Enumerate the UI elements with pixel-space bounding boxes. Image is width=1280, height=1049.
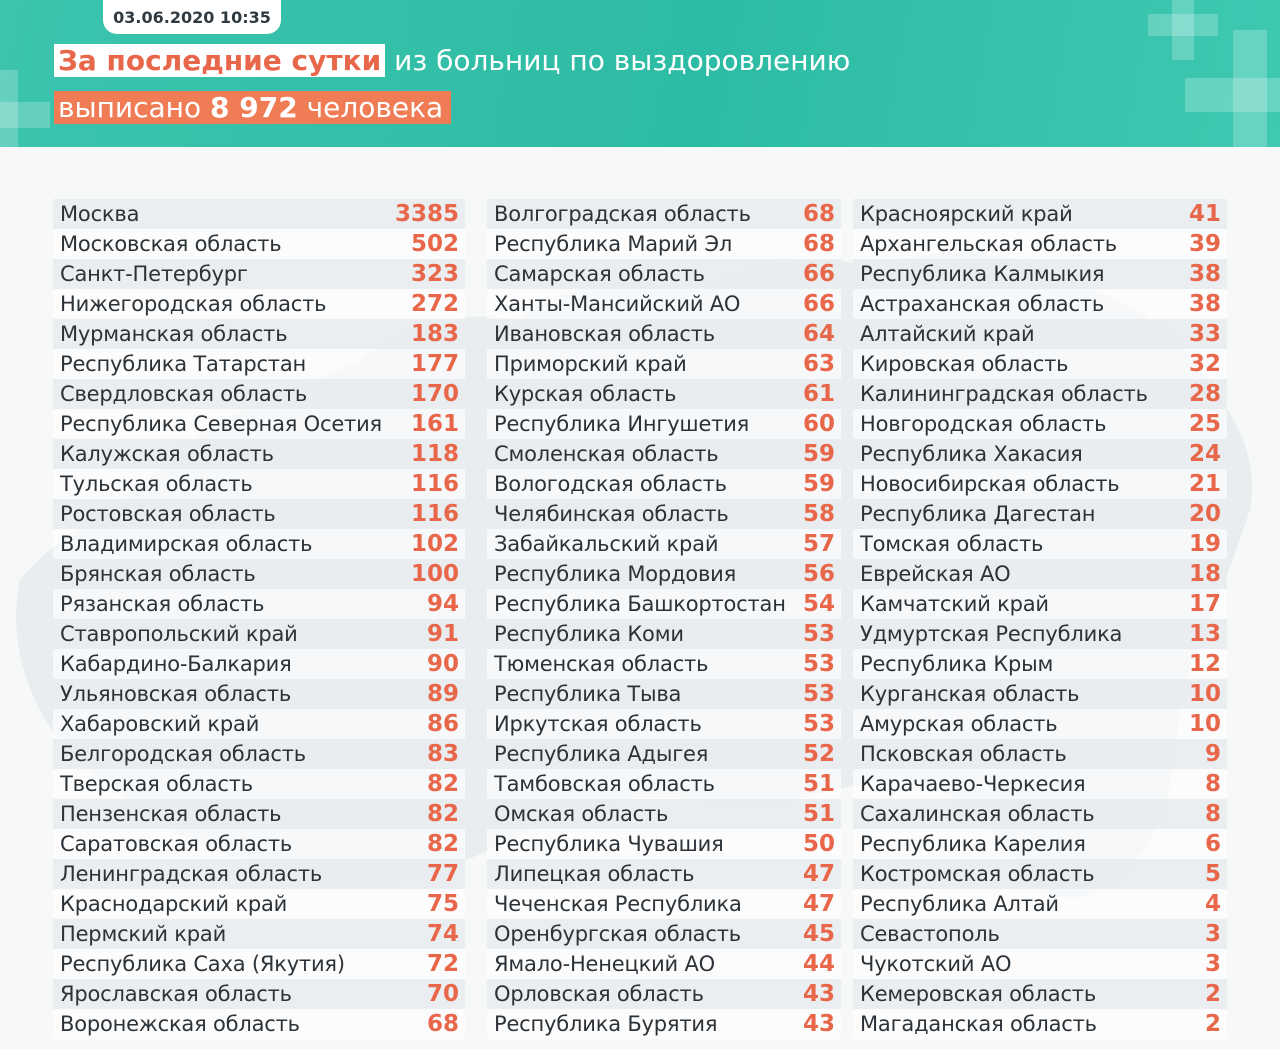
region-name: Карачаево-Черкесия bbox=[860, 772, 1086, 796]
region-name: Волгоградская область bbox=[494, 202, 751, 226]
region-row bbox=[53, 469, 465, 499]
discharged-count: 24 bbox=[1188, 441, 1221, 467]
region-name: Пермский край bbox=[60, 922, 227, 946]
region-row bbox=[853, 409, 1227, 439]
region-row bbox=[53, 649, 465, 679]
region-name: Новгородская область bbox=[860, 412, 1107, 436]
region-row bbox=[53, 589, 465, 619]
region-name: Мурманская область bbox=[60, 322, 288, 346]
discharged-count: 10 bbox=[1188, 681, 1221, 707]
region-name: Новосибирская область bbox=[860, 472, 1120, 496]
region-name: Курская область bbox=[494, 382, 677, 406]
region-name: Амурская область bbox=[860, 712, 1058, 736]
region-row bbox=[487, 469, 841, 499]
discharged-count: 58 bbox=[802, 501, 835, 527]
region-name: Самарская область bbox=[494, 262, 705, 286]
region-row bbox=[487, 799, 841, 829]
region-name: Тульская область bbox=[60, 472, 253, 496]
region-name: Еврейская АО bbox=[860, 562, 1011, 586]
discharged-count: 66 bbox=[802, 261, 835, 287]
region-name: Кемеровская область bbox=[860, 982, 1096, 1006]
discharged-count: 41 bbox=[1188, 201, 1221, 227]
region-row bbox=[487, 289, 841, 319]
discharged-count: 183 bbox=[410, 321, 459, 347]
discharged-count: 68 bbox=[802, 231, 835, 257]
discharged-count: 3 bbox=[1204, 951, 1221, 977]
region-name: Санкт-Петербург bbox=[60, 262, 248, 286]
region-name: Камчатский край bbox=[860, 592, 1049, 616]
region-row bbox=[53, 229, 465, 259]
region-row bbox=[487, 319, 841, 349]
discharged-count: 43 bbox=[802, 1011, 835, 1037]
region-name: Чеченская Республика bbox=[494, 892, 742, 916]
headline-line-2 bbox=[54, 89, 451, 127]
discharged-count: 38 bbox=[1188, 261, 1221, 287]
discharged-prefix: выписано bbox=[58, 91, 202, 124]
discharged-count: 45 bbox=[802, 921, 835, 947]
region-name: Иркутская область bbox=[494, 712, 702, 736]
region-row bbox=[853, 529, 1227, 559]
date-stamp: 03.06.2020 10:35 bbox=[103, 0, 281, 34]
region-name: Вологодская область bbox=[494, 472, 727, 496]
region-row bbox=[853, 589, 1227, 619]
region-row bbox=[853, 769, 1227, 799]
region-name: Республика Карелия bbox=[860, 832, 1086, 856]
region-name: Республика Мордовия bbox=[494, 562, 737, 586]
region-row bbox=[853, 349, 1227, 379]
region-row bbox=[853, 979, 1227, 1009]
discharged-count: 53 bbox=[802, 621, 835, 647]
region-row bbox=[853, 619, 1227, 649]
discharged-count: 56 bbox=[802, 561, 835, 587]
region-row bbox=[487, 649, 841, 679]
discharged-count: 18 bbox=[1188, 561, 1221, 587]
discharged-count: 33 bbox=[1188, 321, 1221, 347]
region-row bbox=[487, 499, 841, 529]
discharged-count: 116 bbox=[410, 501, 459, 527]
region-name: Ленинградская область bbox=[60, 862, 323, 886]
region-row bbox=[853, 679, 1227, 709]
discharged-count: 102 bbox=[410, 531, 459, 557]
region-name: Магаданская область bbox=[860, 1012, 1097, 1036]
discharged-count: 82 bbox=[426, 801, 459, 827]
discharged-count: 21 bbox=[1188, 471, 1221, 497]
region-name: Московская область bbox=[60, 232, 282, 256]
region-row bbox=[853, 1009, 1227, 1039]
discharged-count: 59 bbox=[802, 441, 835, 467]
region-name: Ростовская область bbox=[60, 502, 276, 526]
region-row bbox=[487, 619, 841, 649]
region-row bbox=[487, 199, 841, 229]
region-name: Нижегородская область bbox=[60, 292, 327, 316]
region-row bbox=[853, 469, 1227, 499]
region-row bbox=[487, 679, 841, 709]
region-row bbox=[853, 379, 1227, 409]
discharged-count: 75 bbox=[426, 891, 459, 917]
region-name: Кировская область bbox=[860, 352, 1069, 376]
region-name: Пензенская область bbox=[60, 802, 282, 826]
region-name: Ямало-Ненецкий АО bbox=[494, 952, 715, 976]
region-row bbox=[53, 349, 465, 379]
region-row bbox=[53, 739, 465, 769]
region-column-3 bbox=[853, 199, 1227, 1039]
discharged-count: 8 bbox=[1204, 801, 1221, 827]
discharged-count: 60 bbox=[802, 411, 835, 437]
discharged-total: 8 972 bbox=[210, 91, 298, 124]
region-name: Алтайский край bbox=[860, 322, 1035, 346]
region-row bbox=[853, 439, 1227, 469]
decorative-plus-icon bbox=[1185, 30, 1280, 147]
region-name: Архангельская область bbox=[860, 232, 1117, 256]
region-name: Владимирская область bbox=[60, 532, 313, 556]
discharged-count: 38 bbox=[1188, 291, 1221, 317]
region-row bbox=[53, 679, 465, 709]
region-row bbox=[487, 919, 841, 949]
region-name: Республика Дагестан bbox=[860, 502, 1096, 526]
discharged-count: 39 bbox=[1188, 231, 1221, 257]
discharged-count: 4 bbox=[1204, 891, 1221, 917]
region-row bbox=[853, 919, 1227, 949]
region-row bbox=[853, 559, 1227, 589]
region-row bbox=[487, 889, 841, 919]
discharged-count: 118 bbox=[410, 441, 459, 467]
region-name: Псковская область bbox=[860, 742, 1067, 766]
discharged-count: 89 bbox=[426, 681, 459, 707]
discharged-count: 82 bbox=[426, 831, 459, 857]
region-name: Республика Татарстан bbox=[60, 352, 307, 376]
discharged-count: 3 bbox=[1204, 921, 1221, 947]
region-row bbox=[487, 349, 841, 379]
region-row bbox=[487, 949, 841, 979]
region-name: Забайкальский край bbox=[494, 532, 719, 556]
region-row bbox=[53, 889, 465, 919]
discharged-count: 94 bbox=[426, 591, 459, 617]
region-name: Приморский край bbox=[494, 352, 687, 376]
region-name: Тамбовская область bbox=[494, 772, 715, 796]
region-name: Республика Алтай bbox=[860, 892, 1059, 916]
region-row bbox=[487, 589, 841, 619]
discharged-count: 12 bbox=[1188, 651, 1221, 677]
discharged-count: 502 bbox=[410, 231, 459, 257]
region-row bbox=[53, 859, 465, 889]
region-name: Липецкая область bbox=[494, 862, 695, 886]
region-name: Саратовская область bbox=[60, 832, 293, 856]
region-row bbox=[853, 799, 1227, 829]
discharged-count: 47 bbox=[802, 861, 835, 887]
discharged-count: 43 bbox=[802, 981, 835, 1007]
region-row bbox=[53, 499, 465, 529]
headline-highlight: За последние сутки bbox=[54, 44, 385, 77]
region-row bbox=[53, 949, 465, 979]
headline-rest: из больниц по выздоровлению bbox=[394, 44, 851, 77]
region-name: Смоленская область bbox=[494, 442, 719, 466]
discharged-count: 13 bbox=[1188, 621, 1221, 647]
region-row bbox=[487, 559, 841, 589]
region-name: Орловская область bbox=[494, 982, 704, 1006]
discharged-count: 77 bbox=[426, 861, 459, 887]
discharged-count: 3385 bbox=[394, 201, 459, 227]
region-name: Ивановская область bbox=[494, 322, 715, 346]
region-row bbox=[853, 889, 1227, 919]
discharged-count: 63 bbox=[802, 351, 835, 377]
region-column-1 bbox=[53, 199, 465, 1039]
region-row bbox=[53, 979, 465, 1009]
region-row bbox=[853, 649, 1227, 679]
region-name: Республика Башкортостан bbox=[494, 592, 786, 616]
region-row bbox=[53, 709, 465, 739]
region-row bbox=[487, 529, 841, 559]
discharged-count: 170 bbox=[410, 381, 459, 407]
region-name: Республика Хакасия bbox=[860, 442, 1083, 466]
region-name: Ярославская область bbox=[60, 982, 292, 1006]
region-name: Омская область bbox=[494, 802, 669, 826]
region-name: Чукотский АО bbox=[860, 952, 1012, 976]
discharged-count: 91 bbox=[426, 621, 459, 647]
discharged-count: 5 bbox=[1204, 861, 1221, 887]
region-name: Республика Саха (Якутия) bbox=[60, 952, 345, 976]
region-row bbox=[853, 499, 1227, 529]
region-row bbox=[853, 289, 1227, 319]
region-row bbox=[53, 379, 465, 409]
region-name: Красноярский край bbox=[860, 202, 1073, 226]
region-row bbox=[487, 739, 841, 769]
region-row bbox=[853, 319, 1227, 349]
region-row bbox=[853, 709, 1227, 739]
region-name: Республика Калмыкия bbox=[860, 262, 1105, 286]
discharged-count: 6 bbox=[1204, 831, 1221, 857]
region-row bbox=[487, 979, 841, 1009]
region-name: Брянская область bbox=[60, 562, 256, 586]
region-row bbox=[853, 859, 1227, 889]
region-name: Республика Северная Осетия bbox=[60, 412, 382, 436]
discharged-count: 25 bbox=[1188, 411, 1221, 437]
discharged-count: 44 bbox=[802, 951, 835, 977]
region-row bbox=[487, 409, 841, 439]
discharged-count: 70 bbox=[426, 981, 459, 1007]
region-name: Республика Коми bbox=[494, 622, 684, 646]
region-row bbox=[853, 229, 1227, 259]
region-name: Калининградская область bbox=[860, 382, 1148, 406]
discharged-count: 52 bbox=[802, 741, 835, 767]
discharged-count: 28 bbox=[1188, 381, 1221, 407]
decorative-plus-icon bbox=[0, 70, 50, 147]
region-row bbox=[53, 259, 465, 289]
region-name: Рязанская область bbox=[60, 592, 265, 616]
region-name: Республика Адыгея bbox=[494, 742, 709, 766]
region-row bbox=[853, 829, 1227, 859]
region-name: Краснодарский край bbox=[60, 892, 288, 916]
discharged-count: 68 bbox=[802, 201, 835, 227]
region-row bbox=[53, 799, 465, 829]
region-row bbox=[53, 529, 465, 559]
discharged-count: 86 bbox=[426, 711, 459, 737]
region-name: Хабаровский край bbox=[60, 712, 260, 736]
region-row bbox=[487, 859, 841, 889]
region-row bbox=[487, 709, 841, 739]
region-name: Калужская область bbox=[60, 442, 274, 466]
region-name: Томская область bbox=[860, 532, 1044, 556]
region-name: Удмуртская Республика bbox=[860, 622, 1123, 646]
discharged-count: 10 bbox=[1188, 711, 1221, 737]
discharged-suffix: человека bbox=[306, 91, 444, 124]
region-row bbox=[53, 769, 465, 799]
discharged-count: 53 bbox=[802, 711, 835, 737]
region-name: Астраханская область bbox=[860, 292, 1105, 316]
discharged-count: 177 bbox=[410, 351, 459, 377]
discharged-count: 19 bbox=[1188, 531, 1221, 557]
region-name: Воронежская область bbox=[60, 1012, 300, 1036]
region-row bbox=[53, 1009, 465, 1039]
discharged-count: 61 bbox=[802, 381, 835, 407]
region-name: Тверская область bbox=[60, 772, 253, 796]
discharged-count: 17 bbox=[1188, 591, 1221, 617]
discharged-count: 90 bbox=[426, 651, 459, 677]
region-row bbox=[53, 289, 465, 319]
region-name: Оренбургская область bbox=[494, 922, 741, 946]
region-name: Республика Тыва bbox=[494, 682, 682, 706]
discharged-total-banner bbox=[54, 91, 451, 124]
region-row bbox=[487, 769, 841, 799]
region-name: Ханты-Мансийский АО bbox=[494, 292, 741, 316]
region-name: Свердловская область bbox=[60, 382, 308, 406]
discharged-count: 59 bbox=[802, 471, 835, 497]
header-banner bbox=[0, 0, 1280, 147]
discharged-count: 8 bbox=[1204, 771, 1221, 797]
region-name: Белгородская область bbox=[60, 742, 306, 766]
region-name: Москва bbox=[60, 202, 140, 226]
region-name: Костромская область bbox=[860, 862, 1095, 886]
discharged-count: 53 bbox=[802, 651, 835, 677]
discharged-count: 47 bbox=[802, 891, 835, 917]
region-name: Ульяновская область bbox=[60, 682, 292, 706]
discharged-count: 32 bbox=[1188, 351, 1221, 377]
region-name: Сахалинская область bbox=[860, 802, 1095, 826]
region-name: Ставропольский край bbox=[60, 622, 298, 646]
region-row bbox=[53, 619, 465, 649]
region-name: Республика Марий Эл bbox=[494, 232, 733, 256]
discharged-count: 50 bbox=[802, 831, 835, 857]
discharged-count: 2 bbox=[1204, 981, 1221, 1007]
region-name: Кабардино-Балкария bbox=[60, 652, 292, 676]
region-row bbox=[53, 409, 465, 439]
region-row bbox=[853, 199, 1227, 229]
discharged-count: 82 bbox=[426, 771, 459, 797]
region-row bbox=[853, 739, 1227, 769]
discharged-count: 66 bbox=[802, 291, 835, 317]
discharged-count: 116 bbox=[410, 471, 459, 497]
region-row bbox=[53, 559, 465, 589]
region-row bbox=[487, 229, 841, 259]
region-name: Курганская область bbox=[860, 682, 1080, 706]
region-column-2 bbox=[487, 199, 841, 1039]
region-row bbox=[487, 439, 841, 469]
discharged-count: 68 bbox=[426, 1011, 459, 1037]
discharged-count: 64 bbox=[802, 321, 835, 347]
region-row bbox=[487, 379, 841, 409]
discharged-count: 83 bbox=[426, 741, 459, 767]
region-row bbox=[53, 919, 465, 949]
region-name: Тюменская область bbox=[494, 652, 709, 676]
region-row bbox=[853, 259, 1227, 289]
region-name: Челябинская область bbox=[494, 502, 729, 526]
region-name: Республика Ингушетия bbox=[494, 412, 750, 436]
discharged-count: 54 bbox=[802, 591, 835, 617]
region-row bbox=[487, 829, 841, 859]
discharged-count: 161 bbox=[410, 411, 459, 437]
discharged-count: 72 bbox=[426, 951, 459, 977]
region-name: Республика Крым bbox=[860, 652, 1054, 676]
region-name: Республика Чувашия bbox=[494, 832, 724, 856]
region-row bbox=[53, 199, 465, 229]
discharged-count: 20 bbox=[1188, 501, 1221, 527]
region-row bbox=[53, 439, 465, 469]
discharged-count: 2 bbox=[1204, 1011, 1221, 1037]
discharged-count: 323 bbox=[410, 261, 459, 287]
discharged-count: 9 bbox=[1204, 741, 1221, 767]
discharged-count: 100 bbox=[410, 561, 459, 587]
region-name: Севастополь bbox=[860, 922, 1000, 946]
discharged-count: 74 bbox=[426, 921, 459, 947]
region-name: Республика Бурятия bbox=[494, 1012, 718, 1036]
region-row bbox=[487, 259, 841, 289]
region-row bbox=[53, 319, 465, 349]
discharged-count: 272 bbox=[410, 291, 459, 317]
discharged-count: 51 bbox=[802, 771, 835, 797]
headline-line-1 bbox=[54, 42, 850, 80]
discharged-count: 57 bbox=[802, 531, 835, 557]
discharged-count: 53 bbox=[802, 681, 835, 707]
region-row bbox=[853, 949, 1227, 979]
discharged-count: 51 bbox=[802, 801, 835, 827]
region-row bbox=[53, 829, 465, 859]
region-row bbox=[487, 1009, 841, 1039]
